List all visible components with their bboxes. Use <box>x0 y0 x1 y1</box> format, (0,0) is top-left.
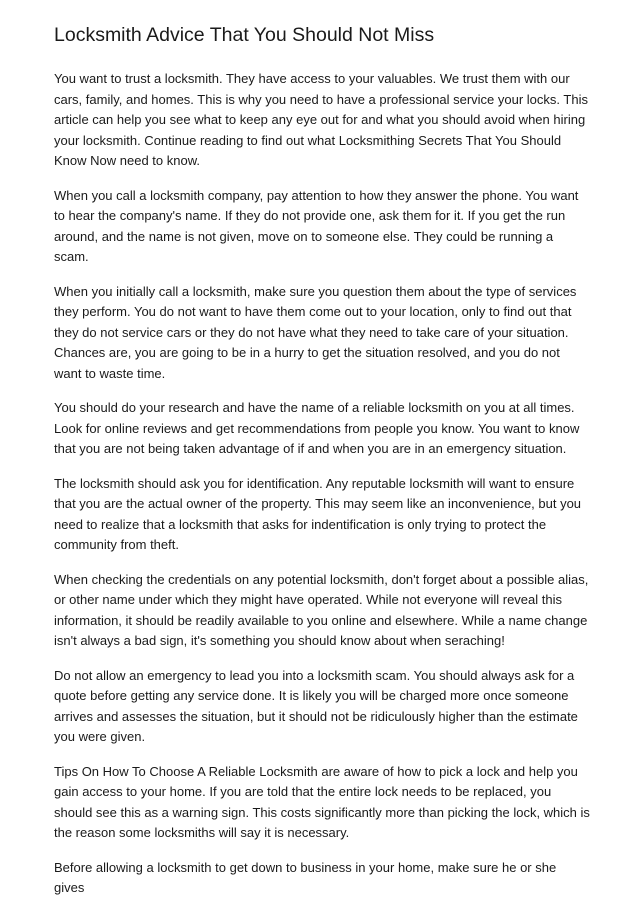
page-title: Locksmith Advice That You Should Not Miss <box>54 24 435 46</box>
paragraph-credentials: When checking the credentials on any potential locksmith, don't forget about a possible alias, or other name under which they might have operated. While not everyone will reveal this information, it should be readily available to you online and elsewhere. While a name change isn't always a bad sign, it's something you should know about when seraching! <box>54 571 589 648</box>
paragraph-phone-call: When you call a locksmith company, pay attention to how they answer the phone. You want to hear the company's name. If they do not provide one, ask them for it. If you get the run around, and the name is not given, move on to someone else. They could be running a scam. <box>54 187 579 264</box>
document-page <box>54 22 590 913</box>
paragraph-identification: The locksmith should ask you for identification. Any reputable locksmith will want to ensure that you are the actual owner of the property. This may seem like an inconvenience, but you need to realize that a locksmith that asks for indentification is only trying to protect the community from theft. <box>54 475 582 552</box>
paragraph-services: When you initially call a locksmith, make sure you question them about the type of services they perform. You do not want to have them come out to your location, only to find out that they do not service cars or they do not have what they need to take care of your situation. Chances are, you are going to be in a hurry to get the situation resolved, and you do not want to waste time. <box>54 283 577 381</box>
paragraph-tips: Tips On How To Choose A Reliable Locksmith are aware of how to pick a lock and help you gain access to your home. If you are told that the entire lock needs to be replaced, you should see this as a warning sign. This costs significantly more than picking the lock, which is the reason some locksmiths will say it is necessary. <box>54 763 590 840</box>
paragraph-before-allowing: Before allowing a locksmith to get down to business in your home, make sure he or she gives <box>54 859 557 895</box>
paragraph-emergency: Do not allow an emergency to lead you into a locksmith scam. You should always ask for a quote before getting any service done. It is likely you will be charged more once someone arrives and assesses the situation, but it should not be ridiculously higher than the estimate you were given. <box>54 667 578 744</box>
paragraph-intro: You want to trust a locksmith. They have access to your valuables. We trust them with our cars, family, and homes. This is why you need to have a professional service your locks. This article can help you see what to keep any eye out for and what you should avoid when hiring your locksmith. Continue reading to find out what Locksmithing Secrets That You Should Know Now need to know. <box>54 71 588 168</box>
paragraph-research: You should do your research and have the name of a reliable locksmith on you at all times. Look for online reviews and get recommendations from people you know. You want to know that you are not being taken advantage of if and when you are in an emergency situation. <box>54 400 580 456</box>
